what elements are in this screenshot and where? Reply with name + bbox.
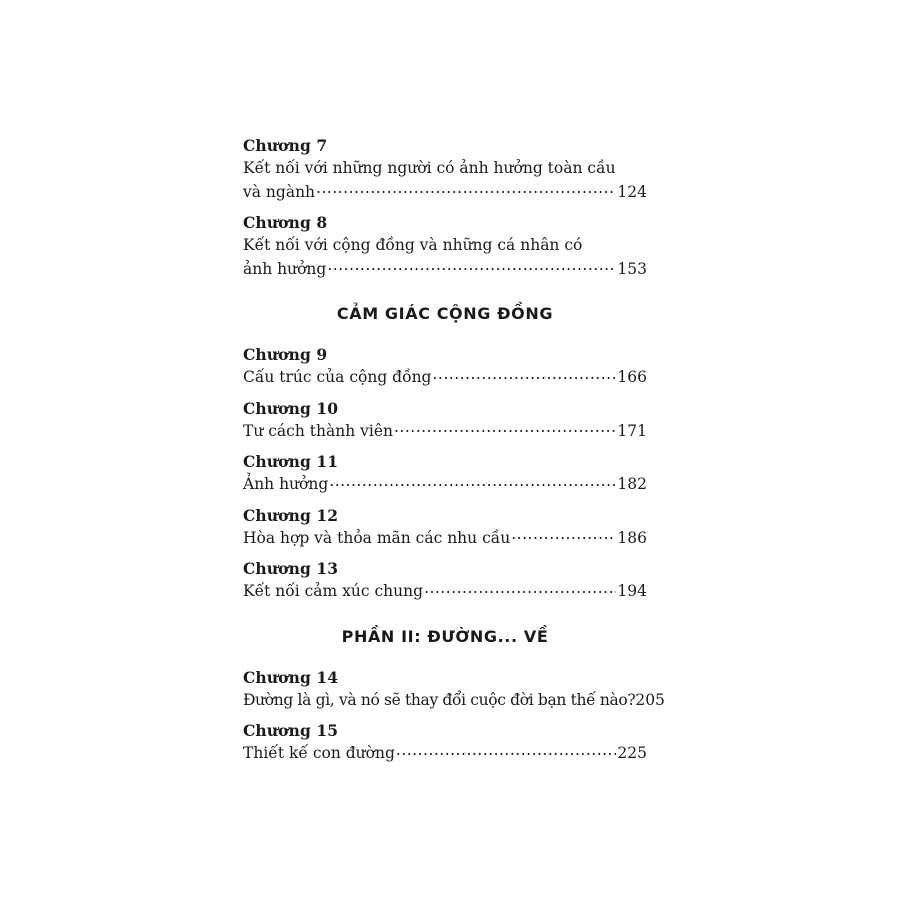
toc-entry-chapter-15	[243, 719, 647, 766]
section-heading: PHẦN II: ĐƯỜNG... VỀ	[341, 626, 549, 646]
dot-leader	[316, 181, 616, 197]
chapter-label: Chương 13	[243, 559, 339, 578]
chapter-title-end: ảnh hưởng	[243, 259, 327, 278]
chapter-title-line	[243, 580, 647, 604]
table-of-contents	[243, 134, 665, 773]
chapter-title-line	[243, 366, 647, 390]
chapter-title: Ảnh hưởng	[243, 475, 329, 493]
chapter-label: Chương 10	[243, 398, 339, 418]
chapter-title-line	[243, 742, 647, 766]
toc-entry-chapter-12	[243, 504, 647, 551]
chapter-label: Chương 8	[243, 213, 328, 232]
chapter-title-line	[243, 181, 647, 205]
chapter-title-line: Kết nối với những người có ảnh hưởng toàn cầu	[243, 159, 616, 177]
page-number: 225	[617, 744, 647, 762]
chapter-title-line	[243, 689, 665, 713]
toc-entry-chapter-11	[243, 450, 647, 497]
chapter-title: Kết nối cảm xúc chung	[243, 582, 424, 600]
dot-leader	[432, 367, 616, 383]
page-number: 166	[617, 368, 647, 386]
toc-entry-chapter-9	[243, 343, 647, 390]
page-number: 194	[617, 582, 647, 600]
page-number: 186	[617, 528, 647, 547]
chapter-label: Chương 7	[243, 136, 328, 155]
chapter-label: Chương 9	[243, 345, 328, 364]
dot-leader	[394, 420, 616, 436]
page-number: 124	[617, 182, 647, 201]
toc-entry-chapter-10	[243, 397, 647, 444]
dot-leader	[327, 258, 616, 274]
dot-leader	[329, 474, 616, 490]
page-number: 205	[635, 690, 665, 709]
toc-entry-chapter-14	[243, 666, 665, 713]
chapter-title: Đường là gì, và nó sẽ thay đổi cuộc đời bạn thế nào?	[243, 690, 636, 709]
dot-leader	[424, 581, 616, 597]
chapter-label: Chương 11	[243, 452, 339, 471]
toc-entry-chapter-7	[243, 134, 647, 204]
page-number: 153	[617, 259, 647, 278]
chapter-label: Chương 12	[243, 505, 339, 525]
chapter-title-end: và ngành	[243, 182, 316, 201]
dot-leader	[511, 527, 616, 543]
chapter-title-line	[243, 473, 647, 497]
chapter-title-line	[243, 420, 647, 444]
chapter-label: Chương 14	[243, 667, 339, 687]
section-heading: CẢM GIÁC CỘNG ĐỒNG	[336, 304, 554, 323]
toc-entry-chapter-13	[243, 557, 647, 604]
chapter-title-line	[243, 258, 647, 282]
dot-leader	[396, 743, 617, 759]
chapter-title-line: Kết nối với cộng đồng và những cá nhân có	[243, 236, 583, 254]
chapter-label: Chương 15	[243, 721, 339, 740]
chapter-title: Thiết kế con đường	[243, 744, 395, 762]
toc-entry-chapter-8	[243, 211, 647, 281]
page-number: 182	[617, 475, 647, 493]
chapter-title-line	[243, 527, 647, 551]
page-number: 171	[617, 421, 647, 440]
chapter-title: Cấu trúc của cộng đồng	[243, 368, 432, 386]
chapter-title: Tư cách thành viên	[243, 421, 393, 440]
chapter-title: Hòa hợp và thỏa mãn các nhu cầu	[243, 528, 511, 547]
